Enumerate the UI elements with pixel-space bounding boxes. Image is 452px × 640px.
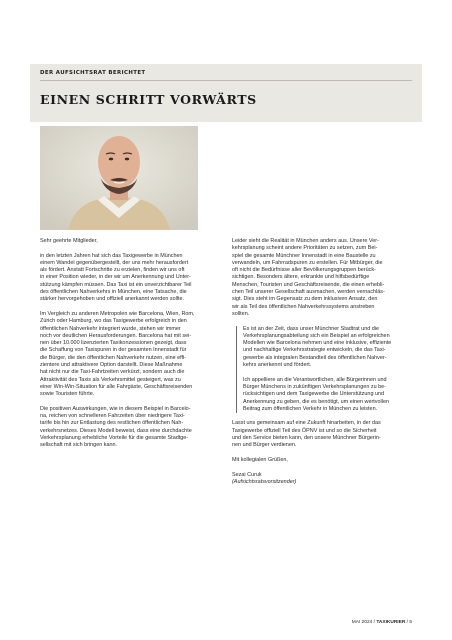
greeting: Sehr geehrte Mitglieder,: [40, 238, 98, 244]
paragraph: Leider sieht die Realität in München anders aus. Unsere Ver- kehrsplanung scheint andere Prioritäten zu setzen, zum Bei- spiel die gesamte Münchner Innenstadt in eine Baustelle zu verwandeln, um Fahrradspuren zu erstellen. Für Mitbürger, die oft nicht die Bedürfnisse aller Bevölkerungsgruppen berück- sichtigen. Besonders ältere, erkrankte und hilfsbedürftige Menschen, Touristen und Geschäftsreisende, die einen erhebli- chen Teil unserer Gesellschaft ausmachen, werden vernachläs- sigt. Dies steht im Gegensatz zu dem inklusiven Ansatz, den wir als Teil des öffentlichen Nahverkehrssystems anstreben sollten.: [232, 238, 385, 317]
highlight-quote: [236, 326, 412, 414]
signature-name: Sezai Curuk: [232, 471, 262, 478]
closing: Mit kollegialen Grüßen,: [232, 456, 288, 463]
page-footer: [352, 620, 412, 625]
portrait-photo: [40, 126, 198, 230]
paragraph: Im Vergleich zu anderen Metropolen wie Barcelona, Wien, Rom, Zürich oder Hamburg, wo das Taxigewerbe erfolgreich in den öffentlichen Nahverkehr integriert wurde, stehen wir immer noch vor deutlichen Herausforderungen. Barcelona hat mit sei- nen über 10.000 lizenzierten Taxikonzessionen gezeigt, dass die Schaffung von Taxispuren in der gesamten Innenstadt für die Bürger, die den öffentlichen Nahverkehr nutzen, eine effi- zientere und attraktivere Option darstellt. Diese Maßnahme hat nicht nur die Taxi-Fahrtzeiten verkürzt, sondern auch die Attraktivität des Taxis als Verkehrsmittel gesteigert, was zu einer Win-Win-Situation für alle Fahrgäste, Geschäftsreisenden sowie Touristen führte.: [40, 310, 195, 398]
section-label: DER AUFSICHTSRAT BERICHTET: [40, 70, 146, 76]
signature: [232, 472, 412, 487]
section-divider: [40, 80, 412, 81]
paragraph: Lasst uns gemeinsam auf eine Zukunft hinarbeiten, in der das Taxigewerbe offiziell Teil des ÖPNV ist und so die Sicherheit und den Service bieten kann, den unsere Münchner Bürgerin- nen und Bürger verdienen.: [232, 420, 381, 449]
left-column: [40, 238, 216, 457]
paragraph: Es ist an der Zeit, dass unser Münchner Stadtrat und die Verkehrsplanungsabteilung sich ein Beispiel an erfolgreichen Modellen wie Barcelona nehmen und eine inklusive, effiziente und nachhaltige Verkehrsstrategie entwickeln, die das Taxi- gewerbe als integralen Bestandteil des öffentlichen Nahver- kehrs anerkennt und fördert.: [243, 325, 392, 369]
issue-date: MAI 2024 /: [351, 620, 375, 625]
publication-name: TAXIKURIER: [376, 620, 406, 625]
paragraph: Die positiven Auswirkungen, wie in diesem Beispiel in Barcelo- na, reichen von schnelleren Fahrzeiten über niedrigere Taxi- tarife bis hin zur Entlastung des restlichen öffentlichen Nah- verkehrsnetzes. Dieses Modell beweist, dass eine durchdachte Verkehrsplanung erhebliche Vorteile für die gesamte Stadtge- sellschaft mit sich bringen kann.: [40, 405, 192, 449]
signature-title: (Aufsichtsratsvorsitzender): [232, 478, 297, 485]
right-column: [232, 238, 412, 493]
portrait-icon: [40, 126, 198, 230]
paragraph: Ich appelliere an die Verantwortlichen, alle Bürgerinnen und Bürger Münchens in zukünftigen Verkehrsplanungen zu be- rücksichtigen und dem Taxigewerbe die Unterstützung und Anerkennung zu geben, die es benötigt, um einen wertvollen Beitrag zum öffentlichen Verkehr in München zu leisten.: [243, 376, 390, 412]
page-title: EINEN SCHRITT VORWÄRTS: [40, 92, 257, 107]
paragraph: in den letzten Jahren hat sich das Taxigewerbe in München einem Wandel gegenübergestellt, der uns mehr herausfordert als fördert. Anstatt Fortschritte zu erzielen, finden wir uns oft in einer Position wieder, in der wir um Anerkennung und Unter- stützung kämpfen müssen. Das Taxi ist ein unverzichtbarer Teil des öffentlichen Nahverkehrs in München, eine Tatsache, die stärker hervorgehoben und offiziell anerkannt werden sollte.: [40, 252, 192, 303]
page-number: / 5: [406, 620, 412, 625]
